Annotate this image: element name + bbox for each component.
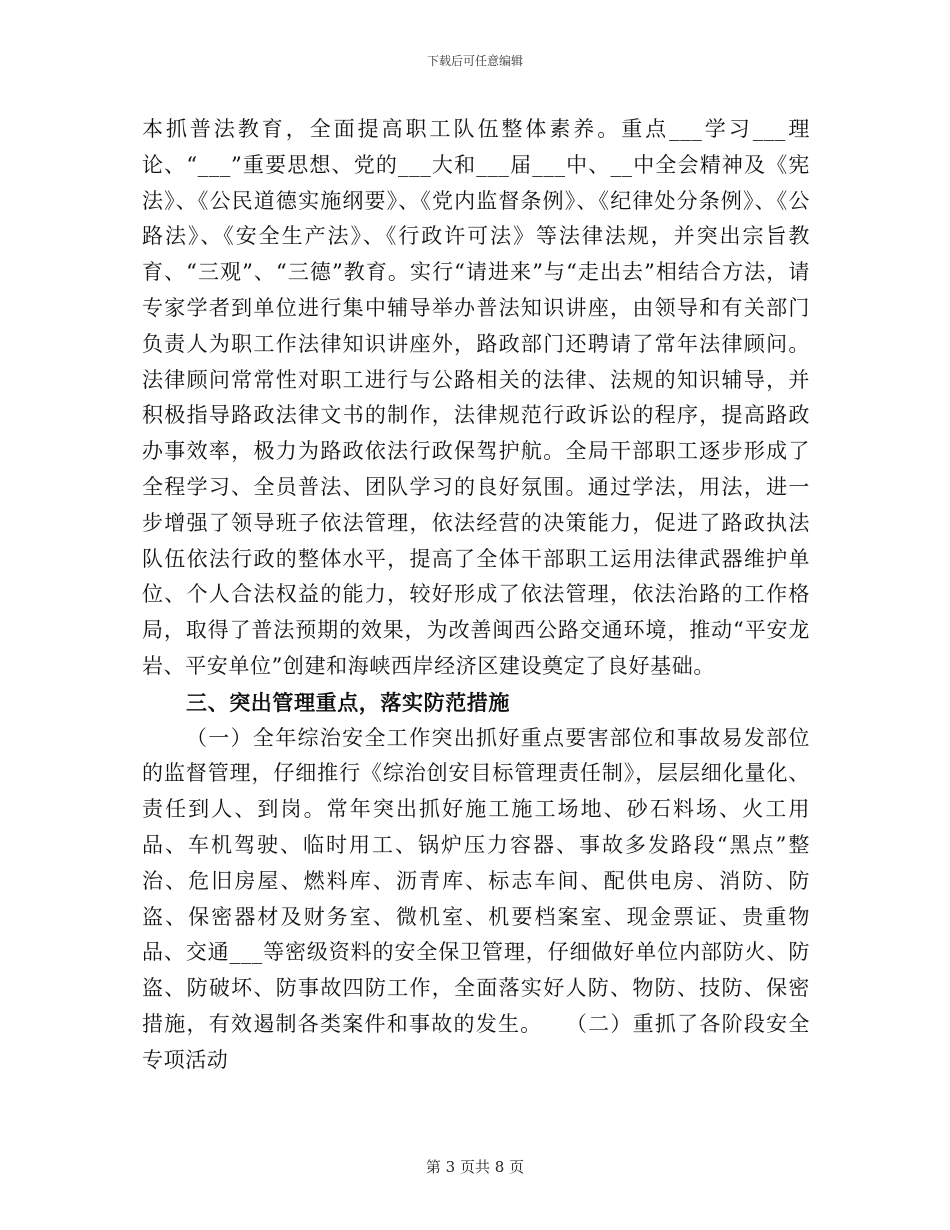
body-paragraph: 本抓普法教育，全面提高职工队伍整体素养。重点___学习___理论、“___”重要思想、党的___大和___届___中、__中全会精神及《宪法》、《公民道德实施纲要》、《党内监督条例》、《纪律处分条例》、《公路法》、《安全生产法》、《行政许可法》等法律法规，并突出宗旨教育、“三观”、“三德”教育。实行“请进来”与“走出去”相结合方法，请专家学者到单位进行集中辅导举办普法知识讲座，由领导和有关部门负责人为职工作法律知识讲座外，路政部门还聘请了常年法律顾问。法律顾问常常性对职工进行与公路相关的法律、法规的知识辅导，并积极指导路政法律文书的制作，法律规范行政诉讼的程序，提高路政办事效率，极力为路政依法行政保驾护航。全局干部职工逐步形成了全程学习、全员普法、团队学习的良好氛围。通过学法，用法，进一步增强了领导班子依法管理，依法经营的决策能力，促进了路政执法队伍依法行政的整体水平，提高了全体干部职工运用法律武器维护单位、个人合法权益的能力，较好形成了依法管理，依法治路的工作格局，取得了普法预期的效果，为改善闽西公路交通环境，推动“平安龙岩、平安单位”创建和海峡西岸经济区建设奠定了良好基础。: [142, 117, 810, 678]
section-heading: 三、突出管理重点，落实防范措施: [186, 689, 510, 715]
page-number: 第 3 页共 8 页: [425, 1158, 525, 1176]
document-body: [142, 112, 810, 1079]
body-paragraph: （一）全年综治安全工作突出抓好重点要害部位和事故易发部位的监督管理，仔细推行《综治创安目标管理责任制》，层层细化量化、责任到人、到岗。常年突出抓好施工施工场地、砂石料场、火工用品、车机驾驶、临时用工、锅炉压力容器、事故多发路段“黑点”整治、危旧房屋、燃料库、沥青库、标志车间、配供电房、消防、防盗、保密器材及财务室、微机室、机要档案室、现金票证、贵重物品、交通___等密级资料的安全保卫管理，仔细做好单位内部防火、防盗、防破坏、防事故四防工作，全面落实好人防、物防、技防、保密措施，有效遏制各类案件和事故的发生。 （二）重抓了各阶段安全专项活动: [142, 725, 810, 1072]
page-header-note: 下载后可任意编辑: [426, 54, 523, 68]
